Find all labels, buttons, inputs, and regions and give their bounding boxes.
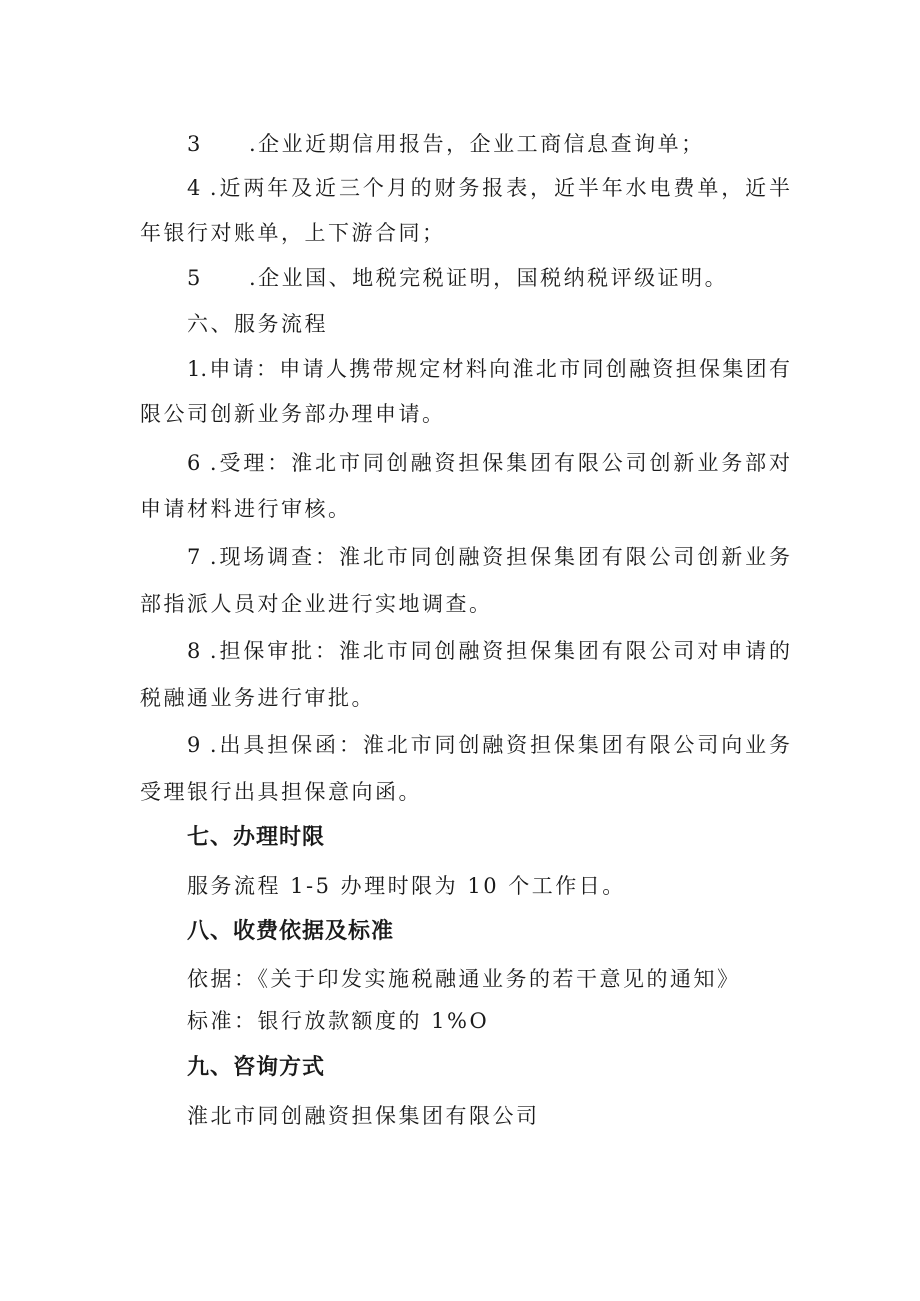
section-heading-process: 六、服务流程 — [187, 312, 328, 336]
item-number: 3 — [187, 132, 203, 156]
process-step-5-line1: 9 .出具担保函：淮北市同创融资担保集团有限公司向业务 — [187, 733, 790, 757]
item-number: 5 — [187, 266, 203, 290]
process-step-4-line2: 税融通业务进行审批。 — [140, 686, 375, 710]
section-heading-time-limit: 七、办理时限 — [187, 825, 326, 850]
section-heading-fees: 八、收费依据及标准 — [187, 919, 395, 944]
contact-org: 淮北市同创融资担保集团有限公司 — [187, 1104, 540, 1128]
item-text: .企业国、地税完税证明，国税纳税评级证明。 — [249, 266, 729, 290]
material-item-4-line1: 4 .近两年及近三个月的财务报表，近半年水电费单，近半 — [187, 176, 790, 200]
process-step-2-line1: 6 .受理：淮北市同创融资担保集团有限公司创新业务部对 — [187, 451, 790, 475]
item-text: .企业近期信用报告，企业工商信息查询单； — [249, 132, 705, 156]
process-step-1-line1: 1.申请：申请人携带规定材料向淮北市同创融资担保集团有 — [187, 357, 790, 381]
process-step-5-line2: 受理银行出具担保意向函。 — [140, 780, 422, 804]
fees-basis: 依据：《关于印发实施税融通业务的若干意见的通知》 — [187, 967, 741, 991]
process-step-4-line1: 8 .担保审批：淮北市同创融资担保集团有限公司对申请的 — [187, 639, 790, 663]
process-step-3-line2: 部指派人员对企业进行实地调查。 — [140, 592, 493, 616]
section-heading-contact: 九、咨询方式 — [187, 1055, 326, 1080]
time-limit-text: 服务流程 1-5 办理时限为 10 个工作日。 — [187, 874, 626, 898]
material-item-5 — [187, 264, 790, 292]
process-step-1-line2: 限公司创新业务部办理申请。 — [140, 402, 446, 426]
process-step-3-line1: 7 .现场调查：淮北市同创融资担保集团有限公司创新业务 — [187, 545, 790, 569]
material-item-4-line2: 年银行对账单，上下游合同； — [140, 221, 446, 245]
material-item-3 — [187, 130, 790, 158]
fees-standard: 标准：银行放款额度的 1%O — [187, 1009, 490, 1033]
process-step-2-line2: 申请材料进行审核。 — [140, 497, 352, 521]
